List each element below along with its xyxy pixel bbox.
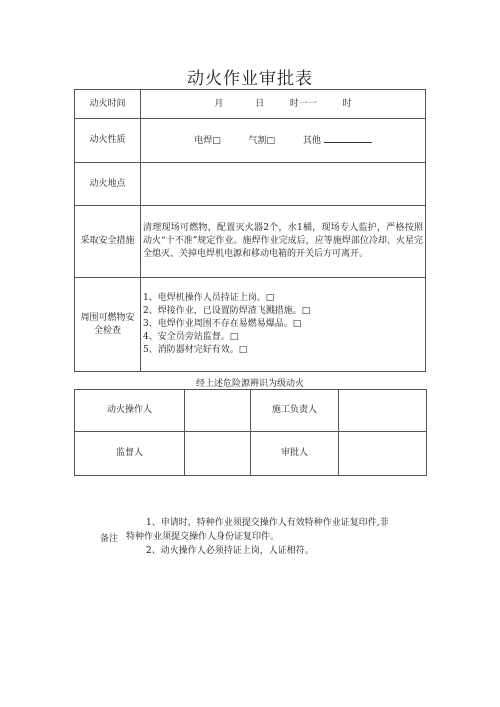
fire-time-label: 动火时间 (75, 90, 141, 119)
row-safety-measures (75, 206, 426, 278)
remark-line: 特种作业须提交操作人身份证复印件。 (126, 532, 280, 542)
approval-table (74, 89, 426, 372)
row-operator (75, 390, 427, 432)
remarks-label: 备注 (100, 534, 119, 544)
hour-unit: 时 (342, 98, 352, 109)
fire-time-value[interactable] (141, 90, 426, 119)
other-blank[interactable] (324, 133, 372, 143)
remark-line: 1、申请时，特种作业须提交操作人有效特种作业证复印件,非 (146, 518, 389, 528)
option-other: 其他 (302, 136, 321, 146)
supervisor-label: 监督人 (75, 432, 185, 476)
row-supervisor (75, 432, 427, 476)
construction-lead-label: 施工负责人 (251, 390, 339, 432)
check-item[interactable]: 3、电焊作业周围不存在易燃易爆品。□ (143, 319, 302, 329)
day-unit: 日 (255, 98, 265, 109)
check-item[interactable]: 1、电焊机操作人员持证上岗。□ (143, 293, 275, 303)
row-fire-nature (75, 119, 426, 163)
hour-to-unit: 时一一 (289, 98, 317, 109)
hazard-note: 经上述危险源辨识为级动火 (195, 379, 304, 389)
check-item[interactable]: 4、安全员旁站监督。□ (143, 332, 239, 342)
option-gas-cutting[interactable]: 气割□ (248, 136, 276, 146)
signature-table (74, 389, 427, 476)
approver-field[interactable] (339, 432, 427, 476)
supervisor-field[interactable] (185, 432, 251, 476)
safety-checks-label: 周围可燃物安全检查 (75, 278, 141, 372)
approver-label: 审批人 (251, 432, 339, 476)
safety-measures-label: 采取安全措施 (75, 206, 141, 278)
safety-checks-list (141, 278, 426, 372)
remarks-body (126, 516, 426, 558)
check-item[interactable]: 5、消防器材完好有效。□ (143, 345, 248, 355)
option-welding[interactable]: 电焊□ (194, 136, 221, 146)
operator-field[interactable] (185, 390, 251, 432)
row-fire-location (75, 163, 426, 206)
remark-line: 2、动火操作人必须持证上岗，人证相符。 (146, 546, 314, 556)
fire-nature-label: 动火性质 (75, 119, 141, 163)
fire-nature-options (141, 119, 426, 163)
construction-lead-field[interactable] (339, 390, 427, 432)
check-item[interactable]: 2、焊接作业，已设置防焊渣飞溅措施。□ (143, 306, 311, 316)
row-safety-checks (75, 278, 426, 372)
operator-label: 动火操作人 (75, 390, 185, 432)
safety-measures-text: 清理现场可燃物，配置灭火器2个，水1桶，现场专人监护，严格按照动火“十不准”规定作业。施焊作业完成后，应等施焊部位冷却、火星完全熄灭、关掉电焊机电源和移动电箱的开关后方可离开。 (141, 206, 426, 278)
fire-location-value[interactable] (141, 163, 426, 206)
month-unit: 月 (214, 98, 224, 109)
fire-location-label: 动火地点 (75, 163, 141, 206)
form-title: 动火作业审批表 (187, 69, 313, 89)
row-fire-time (75, 90, 426, 119)
